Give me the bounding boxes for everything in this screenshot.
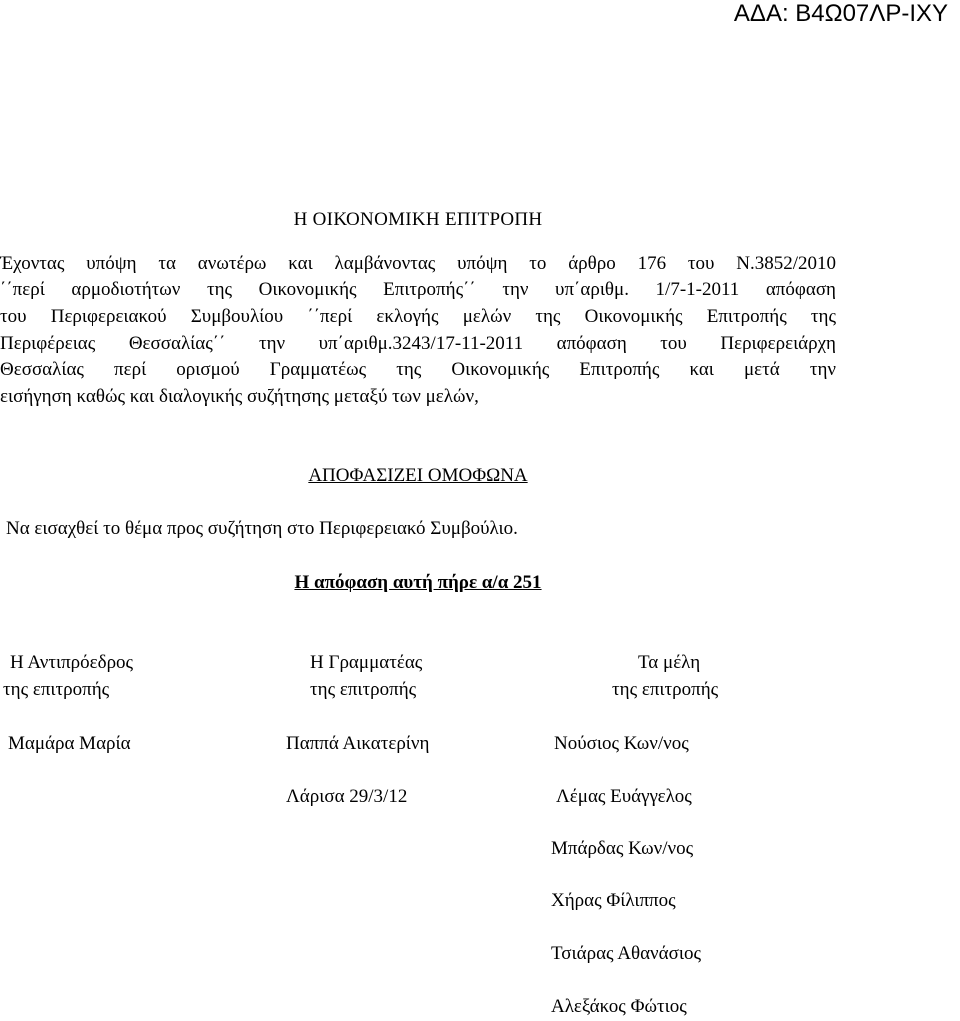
preamble-line: Θεσσαλίας περί ορισμού Γραμματέως της Οικονομικής Επιτροπής και μετά την [0, 359, 836, 380]
members-title: Τα μέλη [638, 652, 701, 673]
preamble-line: Περιφέρειας Θεσσαλίας΄΄ την υπ΄αριθμ.3243/17-11-2011 απόφαση του Περιφερειάρχη [0, 333, 836, 354]
decision-text: Να εισαχθεί το θέμα προς συζήτηση στο Περιφερειακό Συμβούλιο. [6, 518, 518, 539]
preamble-line: του Περιφερειακού Συμβουλίου ΄΄περί εκλογής μελών της Οικονομικής Επιτροπής της [0, 306, 836, 327]
secretary-title: Η Γραμματέας [310, 652, 423, 673]
vote-number: Η απόφαση αυτή πήρε α/α 251 [294, 572, 542, 593]
member-name: Τσιάρας Αθανάσιος [551, 943, 701, 964]
vice-president-subtitle: της επιτροπής [3, 679, 110, 700]
preamble-line: ΄΄περί αρμοδιοτήτων της Οικονομικής Επιτροπής΄΄ την υπ΄αριθμ. 1/7-1-2011 απόφαση [0, 279, 836, 300]
member-name: Λέμας Ευάγγελος [556, 786, 692, 807]
member-name: Χήρας Φίλιππος [551, 890, 676, 911]
decision-heading: ΑΠΟΦΑΣΙΖΕΙ ΟΜΟΦΩΝΑ [308, 465, 528, 486]
preamble-line: Έχοντας υπόψη τα ανωτέρω και λαμβάνοντας υπόψη το άρθρο 176 του Ν.3852/2010 [0, 253, 836, 274]
secretary-name: Παππά Αικατερίνη [286, 733, 430, 754]
vice-president-title: Η Αντιπρόεδρος [10, 652, 134, 673]
members-subtitle: της επιτροπής [612, 679, 719, 700]
member-name: Αλεξάκος Φώτιος [551, 996, 687, 1017]
member-name: Νούσιος Κων/νος [554, 733, 689, 754]
preamble-line: εισήγηση καθώς και διαλογικής συζήτησης μεταξύ των μελών, [0, 386, 479, 407]
place-date: Λάρισα 29/3/12 [286, 786, 408, 807]
ada-code: ΑΔΑ: Β4Ω07ΛΡ-ΙΧΥ [733, 0, 948, 27]
vice-president-name: Μαμάρα Μαρία [8, 733, 131, 754]
secretary-subtitle: της επιτροπής [310, 679, 417, 700]
committee-heading: Η ΟΙΚΟΝΟΜΙΚΗ ΕΠΙΤΡΟΠΗ [293, 209, 543, 230]
member-name: Μπάρδας Κων/νος [551, 838, 694, 859]
